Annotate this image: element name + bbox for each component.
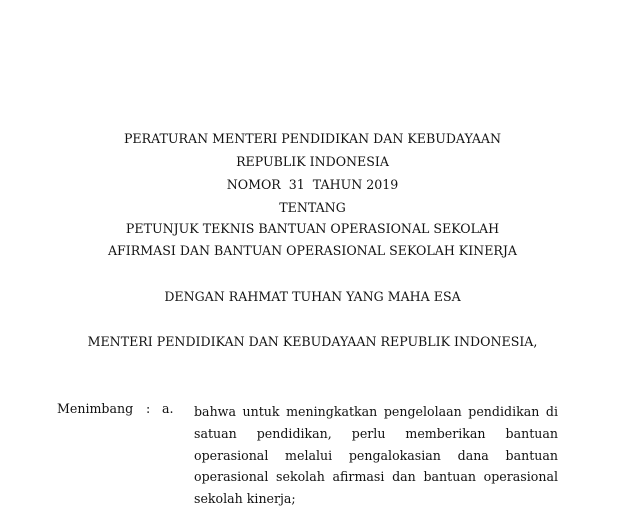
considering-text-line: operasional melalui pengalokasian dana bantuan (194, 447, 558, 463)
considering-item-marker: a. (162, 401, 174, 416)
considering-text-line: satuan pendidikan, perlu memberikan bantuan (194, 425, 558, 441)
regulation-title: PERATURAN MENTERI PENDIDIKAN DAN KEBUDAYAAN (123, 131, 502, 146)
about-label: TENTANG (279, 200, 346, 215)
regulation-subject-line-1: PETUNJUK TEKNIS BANTUAN OPERASIONAL SEKOLAH (125, 221, 500, 236)
considering-text-line: operasional sekolah afirmasi dan bantuan operasional (194, 469, 558, 485)
considering-text-line: sekolah kinerja; (194, 491, 296, 507)
invocation: DENGAN RAHMAT TUHAN YANG MAHA ESA (164, 289, 461, 304)
regulation-subject-line-2: AFIRMASI DAN BANTUAN OPERASIONAL SEKOLAH KINERJA (107, 243, 518, 258)
country-name: REPUBLIK INDONESIA (236, 154, 389, 169)
considering-item-text (194, 401, 558, 510)
regulation-number: NOMOR 31 TAHUN 2019 (226, 177, 399, 192)
considering-label: Menimbang (57, 401, 134, 416)
issuing-authority: MENTERI PENDIDIKAN DAN KEBUDAYAAN REPUBLIK INDONESIA, (87, 334, 538, 349)
considering-colon: : (146, 401, 151, 416)
considering-text-line: bahwa untuk meningkatkan pengelolaan pendidikan di (194, 404, 558, 419)
